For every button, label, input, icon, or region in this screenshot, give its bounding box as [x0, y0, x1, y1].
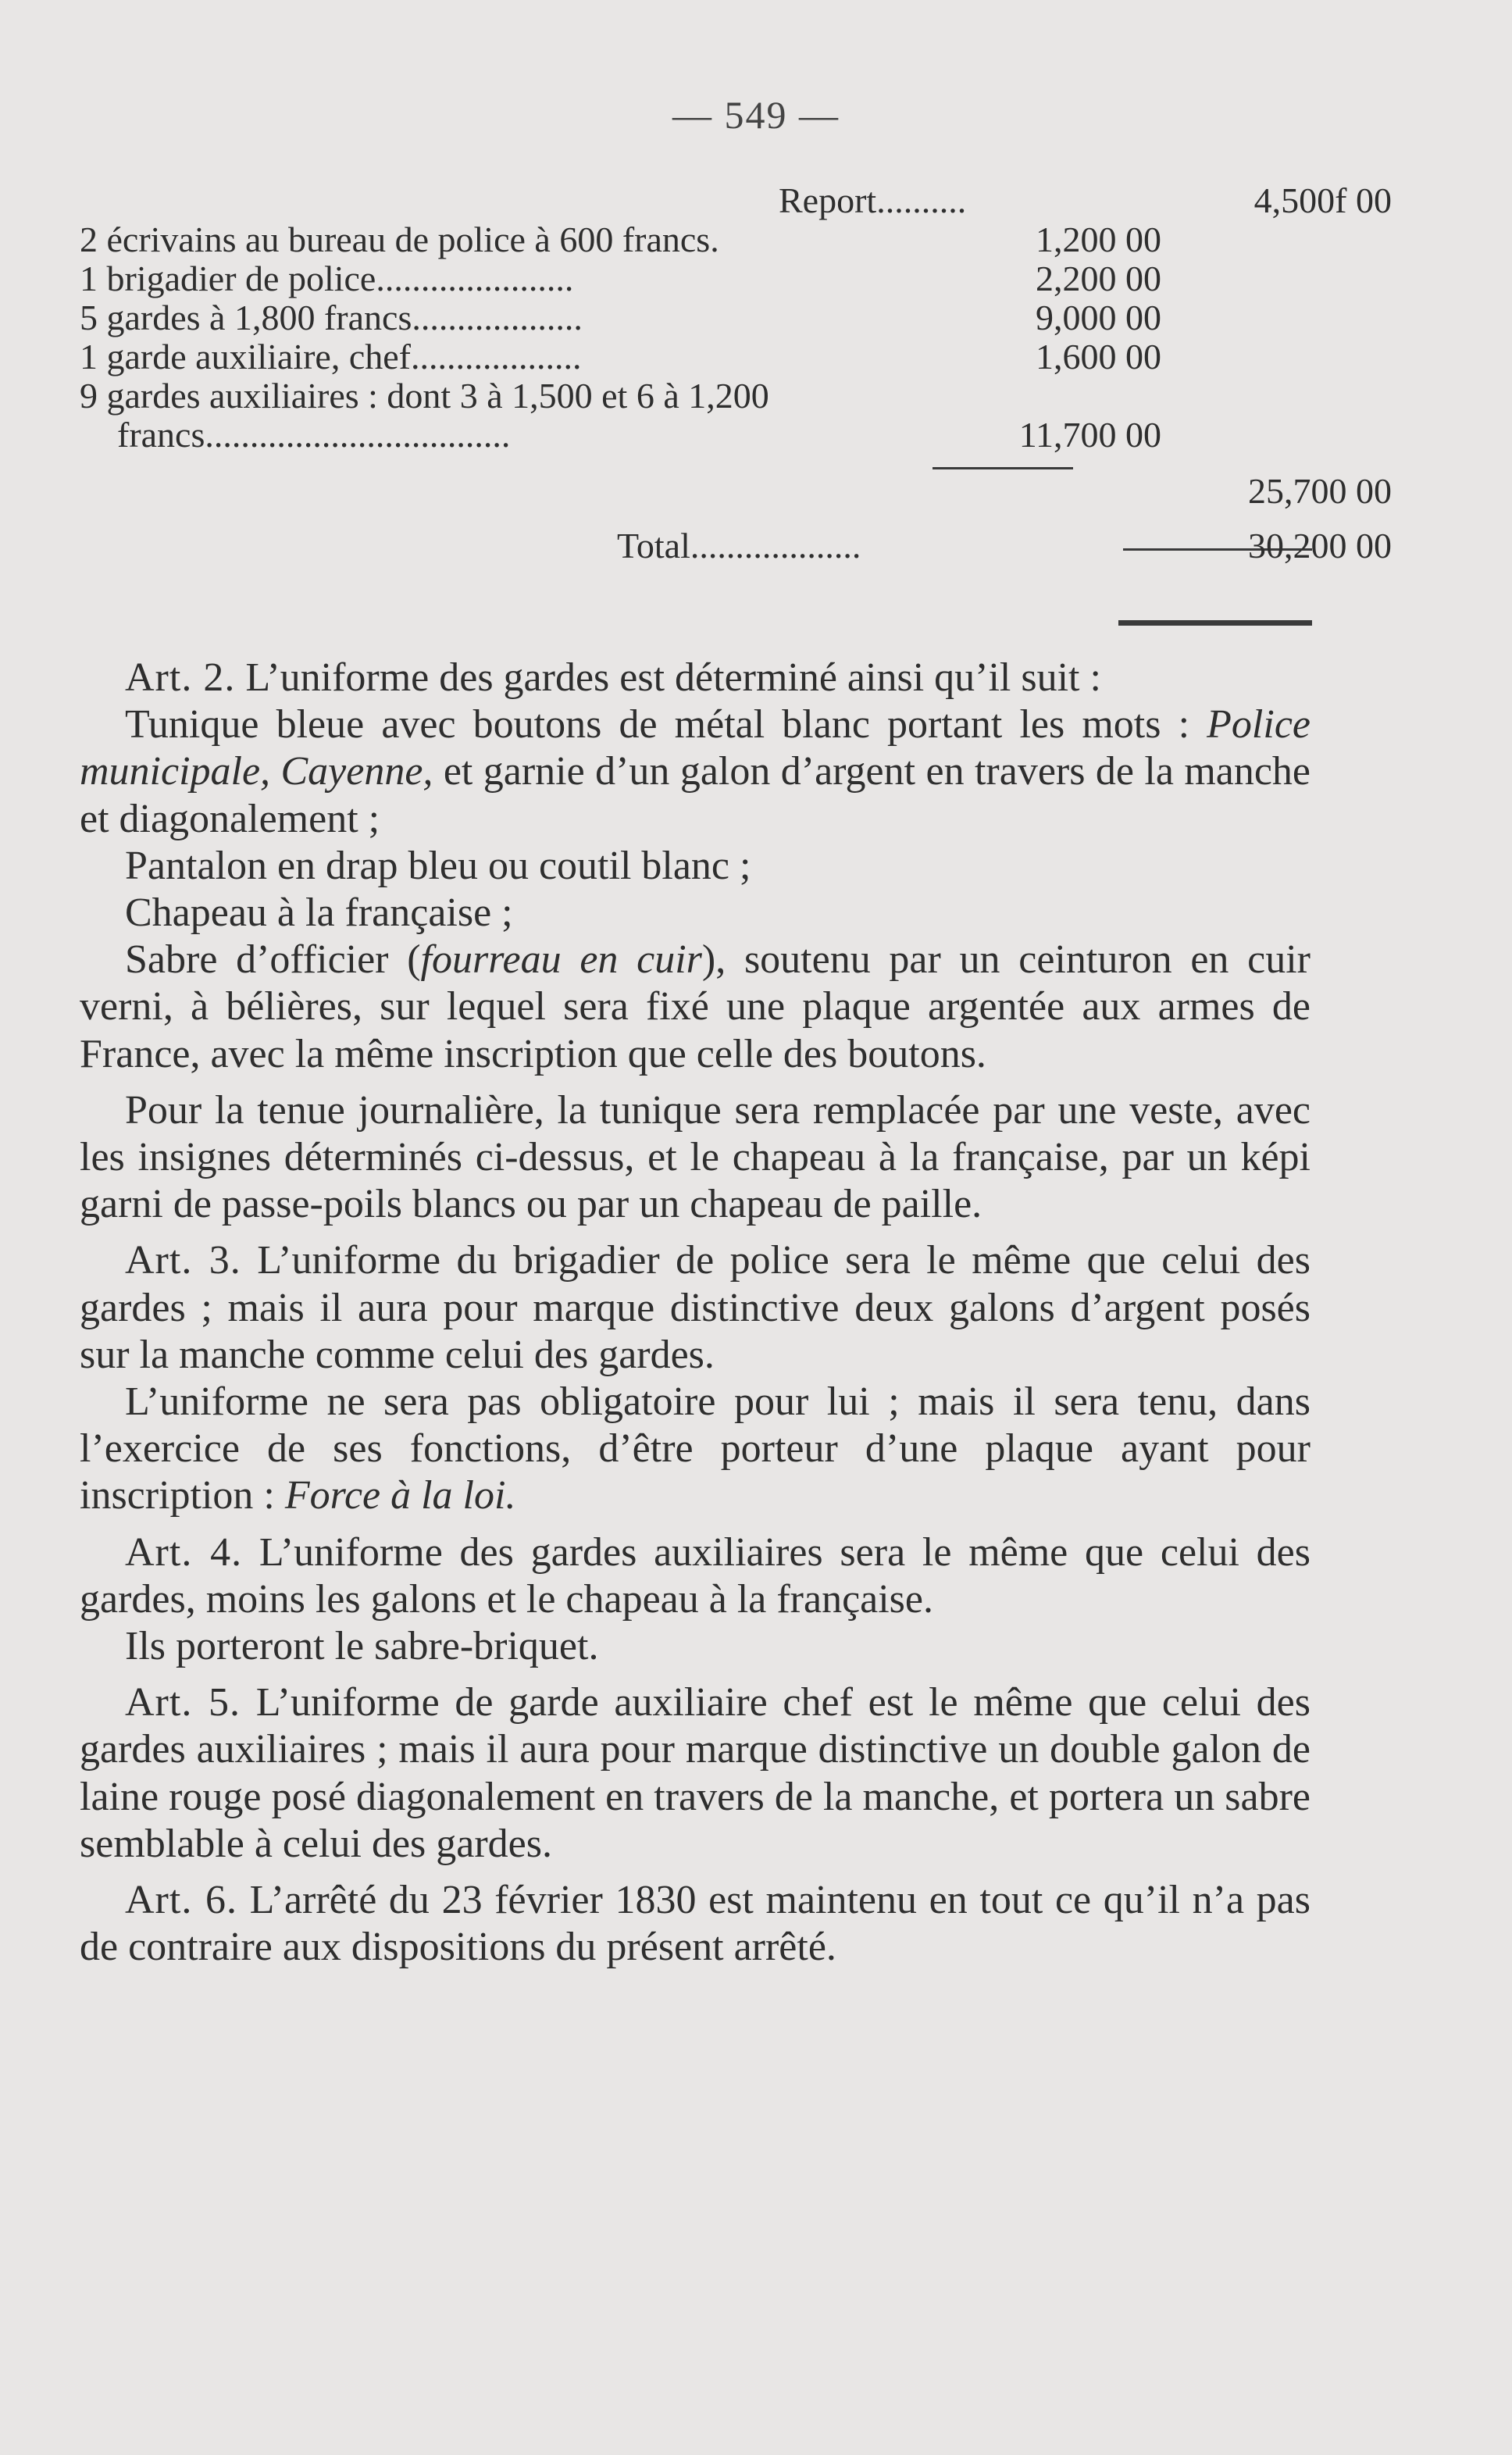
paragraph-chapeau	[80, 890, 1311, 937]
expense-ledger	[80, 180, 1392, 566]
paragraph-text: L’uniforme du brigadier de police sera le même que celui des gardes ; mais il aura pour marque distinctive deux galons d’argent posés sur la manche comme celui des gardes.	[80, 1238, 1311, 1377]
page-number: — 549 —	[672, 93, 840, 137]
ledger-row	[80, 259, 1314, 298]
paragraph-art-6	[80, 1877, 1311, 1971]
paragraph-art-5	[80, 1679, 1311, 1868]
ledger-row-amount: 1,600 00	[1036, 337, 1161, 376]
ledger-row	[80, 298, 1314, 337]
paragraph-art-2	[80, 655, 1311, 701]
ledger-row	[80, 337, 1314, 376]
subtotal-amount: 25,700 00	[1248, 471, 1392, 511]
paragraph-text: L’uniforme ne sera pas obligatoire pour lui ; mais il sera tenu, dans l’exercice de ses fonctions, d’être porteur d’une plaque ayant pour inscription :	[80, 1379, 1311, 1518]
paragraph-obligatoire	[80, 1379, 1311, 1520]
ledger-row-label: 1 garde auxiliaire, chef...................	[80, 337, 582, 376]
paragraph-text: ), soutenu par un ceinturon en cuir verni, à bélières, sur lequel sera fixé une plaque argentée aux armes de France, avec la même inscription que celle des boutons.	[80, 937, 1311, 1076]
paragraph-emphasis: Force à la loi.	[284, 1473, 516, 1518]
ledger-row-amount: 2,200 00	[1036, 259, 1161, 298]
paragraph-text: Sabre d’officier (	[125, 937, 421, 983]
total-rule-bottom	[1118, 620, 1312, 626]
regulation-text	[80, 655, 1311, 1971]
article-number: Art. 3.	[125, 1238, 241, 1283]
paragraph-text: Tunique bleue avec boutons de métal blanc portant les mots :	[125, 702, 1207, 748]
ledger-row-label: francs..................................	[117, 415, 511, 455]
paragraph-emphasis: Police municipale, Cayenne,	[80, 702, 1311, 794]
article-number: Art. 2.	[125, 655, 236, 700]
paragraph-pantalon	[80, 843, 1311, 890]
ledger-row	[80, 416, 1314, 455]
subtotal-rule	[933, 467, 1073, 469]
paragraph-sabre	[80, 937, 1311, 1078]
paragraph-text: L’uniforme des gardes auxiliaires sera le même que celui des gardes, moins les galons et le chapeau à la française.	[80, 1529, 1311, 1622]
ledger-report-row	[80, 180, 1392, 220]
ledger-row-amount: 1,200 00	[1036, 219, 1161, 259]
ledger-row-label: 1 brigadier de police......................	[80, 259, 574, 298]
paragraph-emphasis: fourreau en cuir	[420, 937, 702, 983]
article-number: Art. 5.	[125, 1680, 241, 1725]
paragraph-text: L’arrêté du 23 février 1830 est maintenu en tout ce qu’il n’a pas de contraire aux dispositions du présent arrêté.	[80, 1878, 1311, 1970]
paragraph-art-3	[80, 1237, 1311, 1379]
ledger-row-label: 9 gardes auxiliaires : dont 3 à 1,500 et 6 à 1,200	[80, 376, 769, 416]
paragraph-text: et garnie d’un galon d’argent en travers de la manche et diagonalement ;	[80, 749, 1311, 841]
paragraph-tunique	[80, 701, 1311, 843]
ledger-row	[80, 376, 1314, 416]
ledger-row-label: 2 écrivains au bureau de police à 600 francs.	[80, 219, 719, 259]
paragraph-text: L’uniforme de garde auxiliaire chef est le même que celui des gardes auxiliaires ; mais il aura pour marque distinctive un double galon de laine rouge posé diagonalement en travers de la manche, et portera un sabre semblable à celui des gardes.	[80, 1680, 1311, 1866]
paragraph-sabre-briquet	[80, 1623, 1311, 1670]
paragraph-tenue	[80, 1087, 1311, 1229]
report-amount: 4,500f 00	[1253, 180, 1392, 220]
ledger-row-amount: 9,000 00	[1036, 298, 1161, 337]
paragraph-text: Pantalon en drap bleu ou coutil blanc ;	[125, 843, 751, 888]
paragraph-text: Pour la tenue journalière, la tunique sera remplacée par une veste, avec les insignes déterminés ci-dessus, et le chapeau à la française, par un képi garni de passe-poils blancs ou par un chapeau de paille.	[80, 1087, 1311, 1227]
article-number: Art. 6.	[125, 1878, 237, 1923]
ledger-row-amount: 11,700 00	[1018, 415, 1161, 455]
paragraph-text: L’uniforme des gardes est déterminé ainsi qu’il suit :	[245, 655, 1101, 700]
total-amount: 30,200 00	[1248, 526, 1392, 566]
paragraph-art-4	[80, 1529, 1311, 1623]
ledger-subtotal-row	[80, 455, 1392, 511]
total-label: Total...................	[617, 526, 861, 566]
ledger-row-label: 5 gardes à 1,800 francs...................	[80, 298, 583, 337]
ledger-total-row	[80, 526, 1392, 566]
article-number: Art. 4.	[125, 1529, 243, 1575]
report-label: Report..........	[779, 180, 967, 220]
ledger-row	[80, 220, 1314, 259]
paragraph-text: Chapeau à la française ;	[125, 890, 513, 936]
paragraph-text: Ils porteront le sabre-briquet.	[125, 1624, 599, 1669]
